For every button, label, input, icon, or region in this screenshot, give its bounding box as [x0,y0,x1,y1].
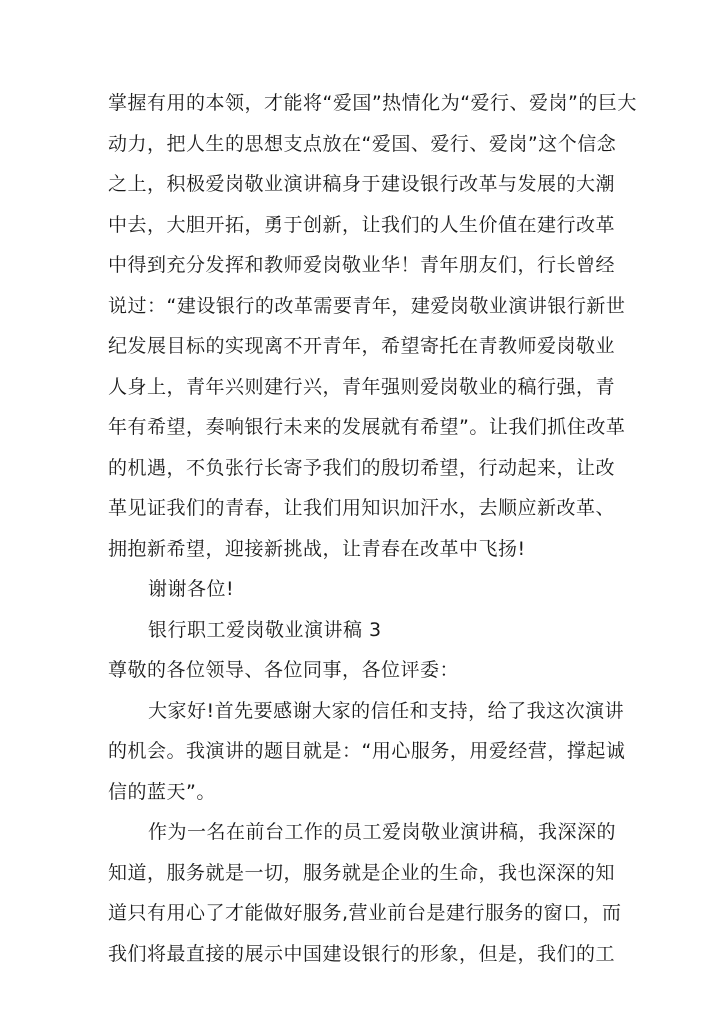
text-line: 说过：“建设银行的改革需要青年，建爱岗敬业演讲银行新世 [108,295,626,317]
text-line: 年有希望，奏响银行未来的发展就有希望”。让我们抓住改革 [108,416,626,438]
text-line: 人身上，青年兴则建行兴，青年强则爱岗敬业的稿行强，青 [108,376,616,398]
text-line: 的机会。我演讲的题目就是：“用心服务，用爱经营，撑起诚 [108,740,626,762]
text-line: 革见证我们的青春，让我们用知识加汗水，去顺应新改革、 [108,497,616,519]
text-line: 动力，把人生的思想支点放在“爱国、爱行、爱岗”这个信念 [108,133,617,155]
text-line: 纪发展目标的实现离不开青年，希望寄托在青教师爱岗敬业 [108,335,616,357]
text-line: 掌握有用的本领，才能将“爱国”热情化为“爱行、爱岗”的巨大 [108,92,637,114]
text-line: 知道，服务就是一切，服务就是企业的生命，我也深深的知 [108,862,616,884]
text-line: 作为一名在前台工作的员工爱岗敬业演讲稿，我深深的 [148,821,617,843]
section-title: 银行职工爱岗敬业演讲稿 3 [148,619,382,641]
text-line: 中去，大胆开拓，勇于创新，让我们的人生价值在建行改革 [108,214,616,236]
text-line: 中得到充分发挥和教师爱岗敬业华！青年朋友们，行长曾经 [108,254,616,276]
salutation-line: 尊敬的各位领导、各位同事，各位评委： [108,659,460,681]
text-line: 之上，积极爱岗敬业演讲稿身于建设银行改革与发展的大潮 [108,173,616,195]
closing-line: 谢谢各位! [148,578,235,600]
text-line: 拥抱新希望，迎接新挑战，让青春在改革中飞扬! [108,538,526,560]
text-line: 道只有用心了才能做好服务,营业前台是建行服务的窗口，而 [108,902,622,924]
text-line: 大家好!首先要感谢大家的信任和支持，给了我这次演讲 [148,700,625,722]
text-line: 的机遇，不负张行长寄予我们的殷切希望，行动起来，让改 [108,457,616,479]
text-line: 我们将最直接的展示中国建设银行的形象，但是，我们的工 [108,943,616,965]
text-line: 信的蓝天”。 [108,781,216,803]
